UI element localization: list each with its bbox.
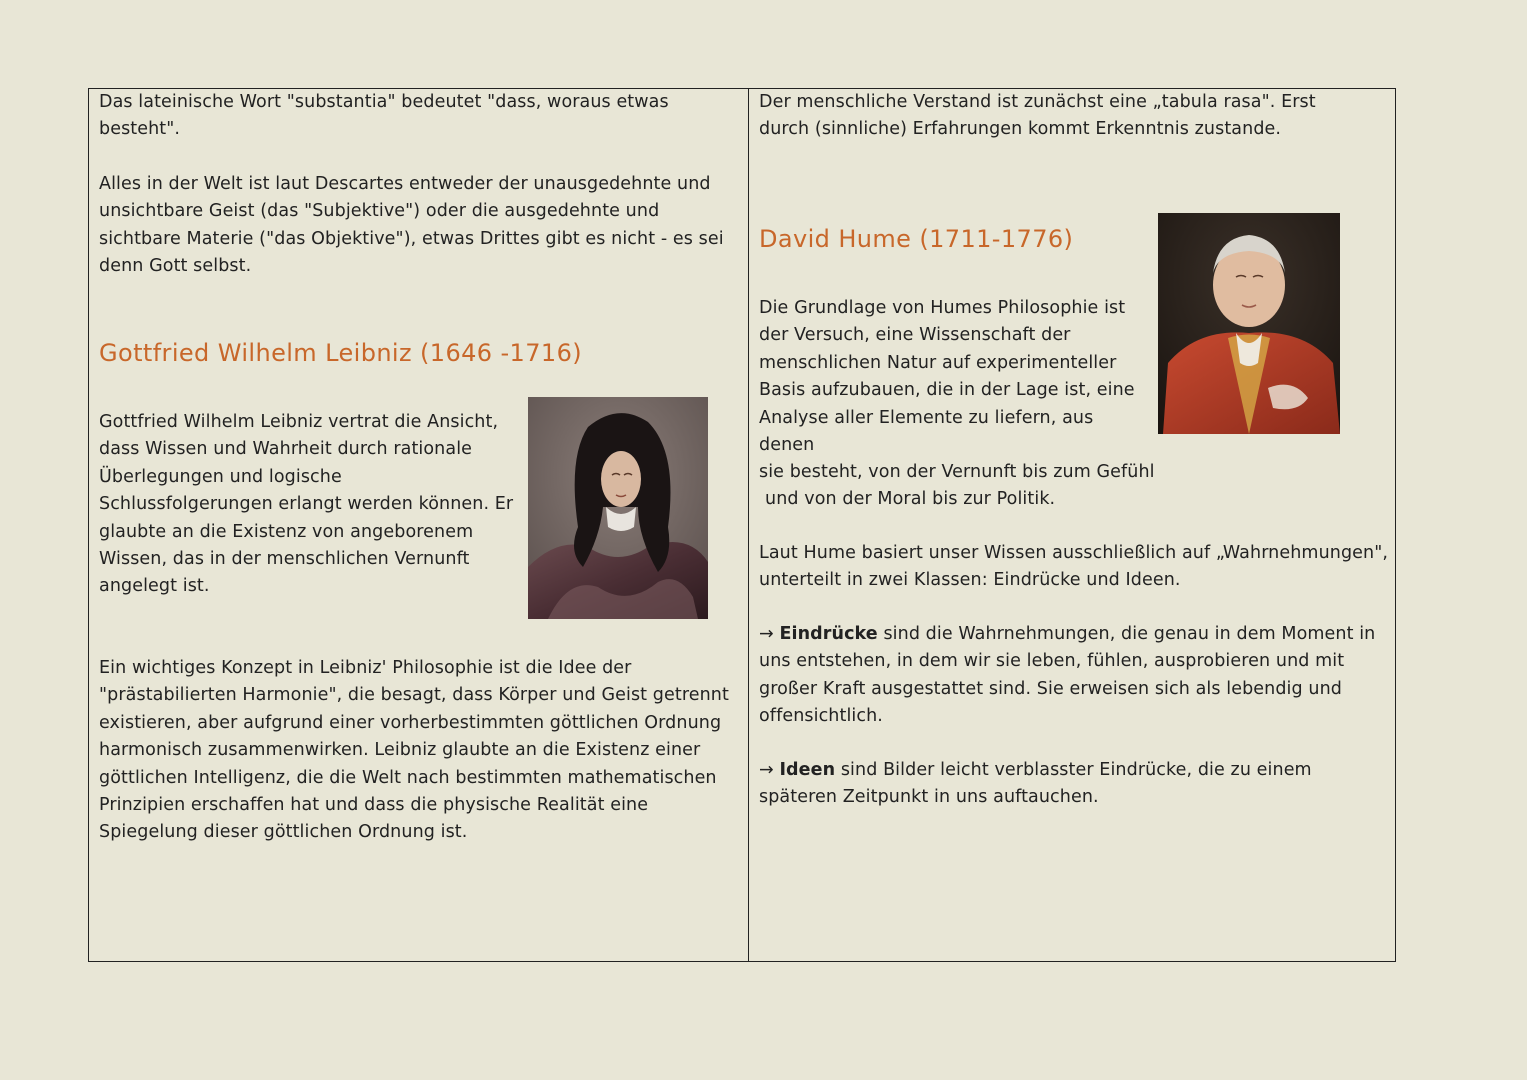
perceptions-paragraph: Laut Hume basiert unser Wissen ausschließlich auf „Wahrnehmungen", unterteilt in zwei Klassen: Eindrücke und Ideen.: [759, 543, 1389, 591]
leibniz-paragraph: Gottfried Wilhelm Leibniz vertrat die Ansicht, dass Wissen und Wahrheit durch rationale Überlegungen und logische Schlussfolgerungen erlangt werden können. Er glaubte an die Existenz von angeborenem Wissen, das in der menschlichen Vernunft angelegt ist.: [99, 412, 514, 597]
descartes-paragraph: Alles in der Welt ist laut Descartes entweder der unausgedehnte und unsichtbare Geist (das "Subjektive") oder die ausgedehnte und sichtbare Materie ("das Objektive"), etwas Drittes gibt es nicht - es sei denn Gott selbst.: [99, 174, 724, 277]
left-column: [89, 89, 749, 961]
hume-heading: David Hume (1711-1776): [759, 225, 1074, 253]
arrow-right-icon: →: [759, 624, 774, 644]
right-column: [749, 89, 1395, 961]
leibniz-heading: Gottfried Wilhelm Leibniz (1646 -1716): [99, 339, 583, 367]
ideas-paragraph: [759, 757, 1389, 812]
substantia-paragraph: Das lateinische Wort "substantia" bedeutet "dass, woraus etwas besteht".: [99, 92, 669, 140]
hume-paragraph-b: sie besteht, von der Vernunft bis zum Gefühl: [759, 462, 1155, 482]
leibniz-portrait-image: [528, 397, 708, 619]
impressions-term: Eindrücke: [779, 624, 878, 644]
document-table: [88, 88, 1396, 962]
ideas-term: Ideen: [779, 760, 836, 780]
hume-portrait-image: [1158, 213, 1340, 434]
hume-paragraph-a: Die Grundlage von Humes Philosophie ist der Versuch, eine Wissenschaft der menschlichen Natur auf experimenteller Basis aufzubauen, die in der Lage ist, eine Analyse aller Elemente zu liefern, aus denen: [759, 298, 1135, 456]
hume-paragraph-c: und von der Moral bis zur Politik.: [765, 489, 1056, 509]
harmony-paragraph: Ein wichtiges Konzept in Leibniz' Philosophie ist die Idee der "prästabilierten Harmonie", die besagt, dass Körper und Geist getrennt existieren, aber aufgrund einer vorherbestimmten göttlichen Ordnung harmonisch zusammenwirken. Leibniz glaubte an die Existenz einer göttlichen Intelligenz, die die Welt nach bestimmten mathematischen Prinzipien erschaffen hat und dass die physische Realität eine Spiegelung dieser göttlichen Ordnung ist.: [99, 658, 729, 843]
arrow-right-icon: →: [759, 760, 774, 780]
ideas-text: sind Bilder leicht verblasster Eindrücke, die zu einem späteren Zeitpunkt in uns auftauchen.: [759, 760, 1312, 808]
hume-portrait: [1158, 213, 1340, 434]
impressions-paragraph: [759, 621, 1389, 731]
impressions-text: sind die Wahrnehmungen, die genau in dem Moment in uns entstehen, in dem wir sie leben, fühlen, ausprobieren und mit großer Kraft ausgestattet sind. Sie erweisen sich als lebendig und offensichtlich.: [759, 624, 1376, 727]
tabula-rasa-paragraph: Der menschliche Verstand ist zunächst eine „tabula rasa". Erst durch (sinnliche) Erfahrungen kommt Erkenntnis zustande.: [759, 92, 1316, 140]
leibniz-portrait: [528, 397, 708, 619]
